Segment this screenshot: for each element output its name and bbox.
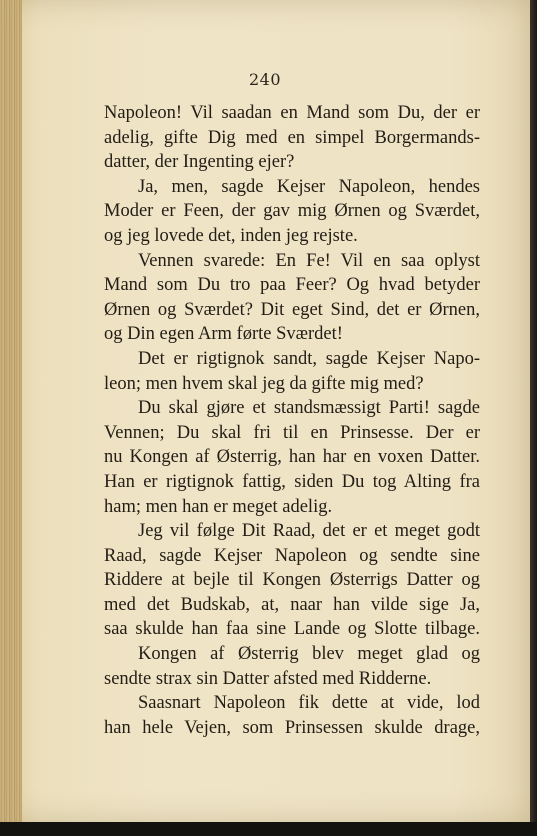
text-line: Ørnen og Sværdet? Dit eget Sind, det er Ørnen,	[104, 299, 480, 320]
text-line: Mand som Du tro paa Feer? Og hvad betyder	[104, 275, 480, 296]
text-line: Du skal gjøre et standsmæssigt Parti! sagde	[138, 398, 480, 419]
book-spine-edge	[0, 0, 22, 822]
text-line: og Din egen Arm førte Sværdet!	[104, 324, 343, 345]
text-line: saa skulde han faa sine Lande og Slotte tilbage.	[104, 619, 480, 640]
text-line: adelig, gifte Dig med en simpel Borgermands-	[104, 127, 480, 148]
text-line: Jeg vil følge Dit Raad, det er et meget godt	[138, 521, 480, 542]
text-line: Vennen; Du skal fri til en Prinsesse. Der er	[104, 422, 480, 443]
page-bottom-edge	[0, 822, 537, 836]
text-line: Moder er Feen, der gav mig Ørnen og Sværdet,	[104, 201, 480, 222]
text-line: Det er rigtignok sandt, sagde Kejser Napo-	[138, 348, 480, 369]
text-line: Riddere at bejle til Kongen Østerrigs Datter og	[104, 570, 480, 591]
page-number: 240	[248, 70, 282, 89]
page-right-edge	[530, 0, 537, 836]
text-line: og jeg lovede det, inden jeg rejste.	[104, 225, 358, 246]
text-line: Saasnart Napoleon fik dette at vide, lod	[138, 693, 480, 714]
text-line: Kongen af Østerrig blev meget glad og	[138, 644, 480, 665]
text-line: Napoleon! Vil saadan en Mand som Du, der er	[104, 103, 480, 123]
text-line: Han er rigtignok fattig, siden Du tog Alting fra	[104, 471, 480, 492]
text-line: ham; men han er meget adelig.	[104, 496, 333, 517]
text-line: Raad, sagde Kejser Napoleon og sendte sine	[104, 545, 480, 566]
body-text	[104, 101, 480, 740]
text-line: datter, der Ingenting ejer?	[104, 152, 295, 173]
text-line: sendte strax sin Datter afsted med Ridderne.	[104, 668, 432, 689]
text-line: Ja, men, sagde Kejser Napoleon, hendes	[138, 176, 480, 197]
text-line: nu Kongen af Østerrig, han har en voxen Datter.	[104, 447, 480, 468]
text-line: med det Budskab, at, naar han vilde sige Ja,	[104, 594, 480, 615]
text-line: Vennen svarede: En Fe! Vil en saa oplyst	[138, 250, 480, 271]
text-line: leon; men hvem skal jeg da gifte mig med?	[104, 373, 424, 394]
text-line: han hele Vejen, som Prinsessen skulde drage,	[104, 717, 480, 738]
